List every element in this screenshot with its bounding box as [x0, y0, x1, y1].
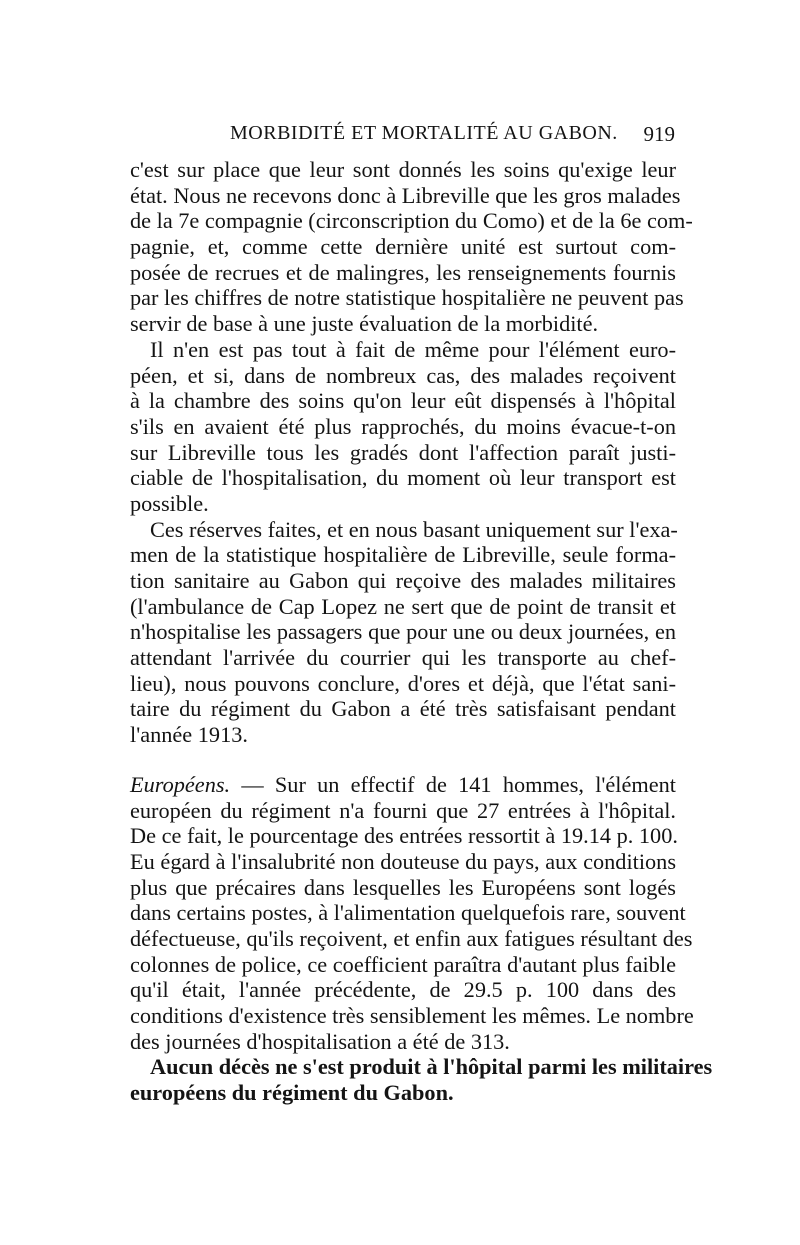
text-line: s'ils en avaient été plus rapprochés, du moins évacue-t-on: [130, 413, 676, 439]
text-line: conditions d'existence très sensiblement les mêmes. Le nombre: [130, 1003, 694, 1028]
page-header: [130, 122, 675, 152]
text-line: Aucun décès ne s'est produit à l'hôpital parmi les militaires: [150, 1054, 713, 1080]
section-lead-europeens: Européens.: [130, 771, 231, 797]
text-line: attendant l'arrivée du courrier qui les transporte au chef-: [130, 645, 676, 671]
text-line: défectueuse, qu'ils reçoivent, et enfin aux fatigues résultant des: [130, 925, 693, 951]
text-line: tion sanitaire au Gabon qui reçoive des malades militaires: [130, 568, 676, 593]
paragraph-1: [130, 157, 693, 337]
paragraph-5: [130, 1054, 713, 1106]
text-line: européen du régiment n'a fourni que 27 entrées à l'hôpital.: [130, 797, 676, 823]
paragraph-4: [130, 771, 694, 1055]
text-line: n'hospitalise les passagers que pour une ou deux journées, en: [130, 619, 676, 645]
text-line: posée de recrues et de malingres, les renseignements fournis: [130, 259, 676, 285]
text-line: qu'il était, l'année précédente, de 29.5 p. 100 dans des: [130, 977, 676, 1003]
page-number: 919: [643, 122, 675, 146]
text-line: péen, et si, dans de nombreux cas, des malades reçoivent: [130, 362, 676, 388]
text-line: De ce fait, le pourcentage des entrées ressortit à 19.14 p. 100.: [130, 823, 678, 849]
text-line: colonnes de police, ce coefficient paraîtra d'autant plus faible: [130, 951, 676, 977]
text-line: men de la statistique hospitalière de Libreville, seule forma-: [130, 542, 676, 568]
paragraph-3: [130, 517, 676, 748]
body-text: [130, 157, 713, 1106]
text-line: lieu), nous pouvons conclure, d'ores et déjà, que l'état sani-: [130, 670, 676, 696]
text-line: (l'ambulance de Cap Lopez ne sert que de point de transit et: [130, 593, 676, 619]
text-line: taire du régiment du Gabon a été très satisfaisant pendant: [130, 696, 676, 722]
text-line: à la chambre des soins qu'on leur eût dispensés à l'hôpital: [130, 388, 676, 414]
text-line: des journées d'hospitalisation a été de 313.: [130, 1028, 510, 1054]
running-title: MORBIDITÉ ET MORTALITÉ AU GABON.: [230, 122, 618, 144]
text-line: servir de base à une juste évaluation de la morbidité.: [130, 311, 599, 337]
text-line: ciable de l'hospitalisation, du moment où leur transport est: [130, 465, 676, 491]
text-line: possible.: [130, 490, 209, 516]
text-line: pagnie, et, comme cette dernière unité est surtout com-: [130, 234, 676, 260]
paragraph-2: [130, 337, 676, 517]
text-line: Ces réserves faites, et en nous basant uniquement sur l'exa-: [150, 516, 678, 542]
text-line: dans certains postes, à l'alimentation quelquefois rare, souvent: [130, 900, 686, 926]
text-line: sur Libreville tous les gradés dont l'affection paraît justi-: [130, 439, 676, 465]
text-line: Eu égard à l'insalubrité non douteuse du pays, aux conditions: [130, 848, 676, 874]
text-line: état. Nous ne recevons donc à Libreville que les gros malades: [130, 182, 681, 208]
text-line: de la 7e compagnie (circonscription du Como) et de la 6e com-: [130, 208, 693, 234]
text-line-rest: — Sur un effectif de 141 hommes, l'élément: [230, 771, 676, 797]
text-line: par les chiffres de notre statistique hospitalière ne peuvent pas: [130, 285, 684, 311]
text-line: l'année 1913.: [130, 722, 248, 748]
text-line: Il n'en est pas tout à fait de même pour l'élément euro-: [150, 336, 676, 362]
text-line: plus que précaires dans lesquelles les Européens sont logés: [130, 874, 676, 900]
section-gap: [130, 748, 676, 772]
text-line: européens du régiment du Gabon.: [130, 1080, 454, 1106]
text-line: c'est sur place que leur sont donnés les soins qu'exige leur: [130, 157, 676, 182]
text-line: [130, 772, 676, 798]
